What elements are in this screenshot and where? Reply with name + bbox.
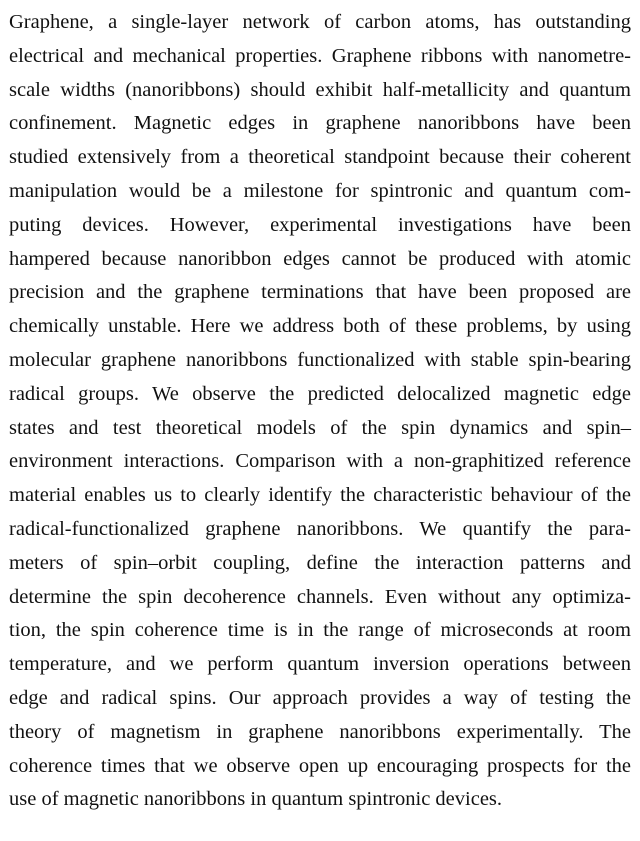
- text-line: radical groups. We observe the predicted delocalized magnetic edge: [9, 382, 631, 405]
- text-line: chemically unstable. Here we address both of these problems, by using: [9, 315, 631, 338]
- text-line: precision and the graphene terminations that have been proposed are: [9, 281, 631, 304]
- text-line: environment interactions. Comparison with a non-graphitized reference: [9, 450, 631, 473]
- text-line: puting devices. However, experimental investigations have been: [9, 213, 631, 236]
- text-line: edge and radical spins. Our approach provides a way of testing the: [9, 686, 631, 709]
- text-line-last: use of magnetic nanoribbons in quantum spintronic devices.: [9, 788, 503, 811]
- text-line: confinement. Magnetic edges in graphene nanoribbons have been: [9, 112, 631, 135]
- text-line: determine the spin decoherence channels. Even without any optimiza-: [9, 585, 631, 608]
- text-line: material enables us to clearly identify the characteristic behaviour of the: [9, 484, 631, 507]
- text-line: radical-functionalized graphene nanoribbons. We quantify the para-: [9, 517, 631, 540]
- text-line: theory of magnetism in graphene nanoribbons experimentally. The: [9, 720, 631, 743]
- text-line: hampered because nanoribbon edges cannot be produced with atomic: [9, 247, 631, 270]
- abstract-paragraph: [9, 6, 631, 817]
- text-line: coherence times that we observe open up encouraging prospects for the: [9, 754, 631, 777]
- text-line: states and test theoretical models of the spin dynamics and spin–: [9, 416, 631, 439]
- text-line: temperature, and we perform quantum inversion operations between: [9, 653, 631, 676]
- text-line: molecular graphene nanoribbons functionalized with stable spin-bearing: [9, 348, 631, 371]
- text-line: meters of spin–orbit coupling, define the interaction patterns and: [9, 551, 631, 574]
- text-line: tion, the spin coherence time is in the range of microseconds at room: [9, 619, 631, 642]
- text-line: manipulation would be a milestone for spintronic and quantum com-: [9, 179, 631, 202]
- text-line: scale widths (nanoribbons) should exhibit half-metallicity and quantum: [9, 78, 631, 101]
- text-line: Graphene, a single-layer network of carbon atoms, has outstanding: [9, 11, 631, 33]
- text-line: electrical and mechanical properties. Graphene ribbons with nanometre-: [9, 44, 631, 67]
- text-line: studied extensively from a theoretical standpoint because their coherent: [9, 146, 631, 169]
